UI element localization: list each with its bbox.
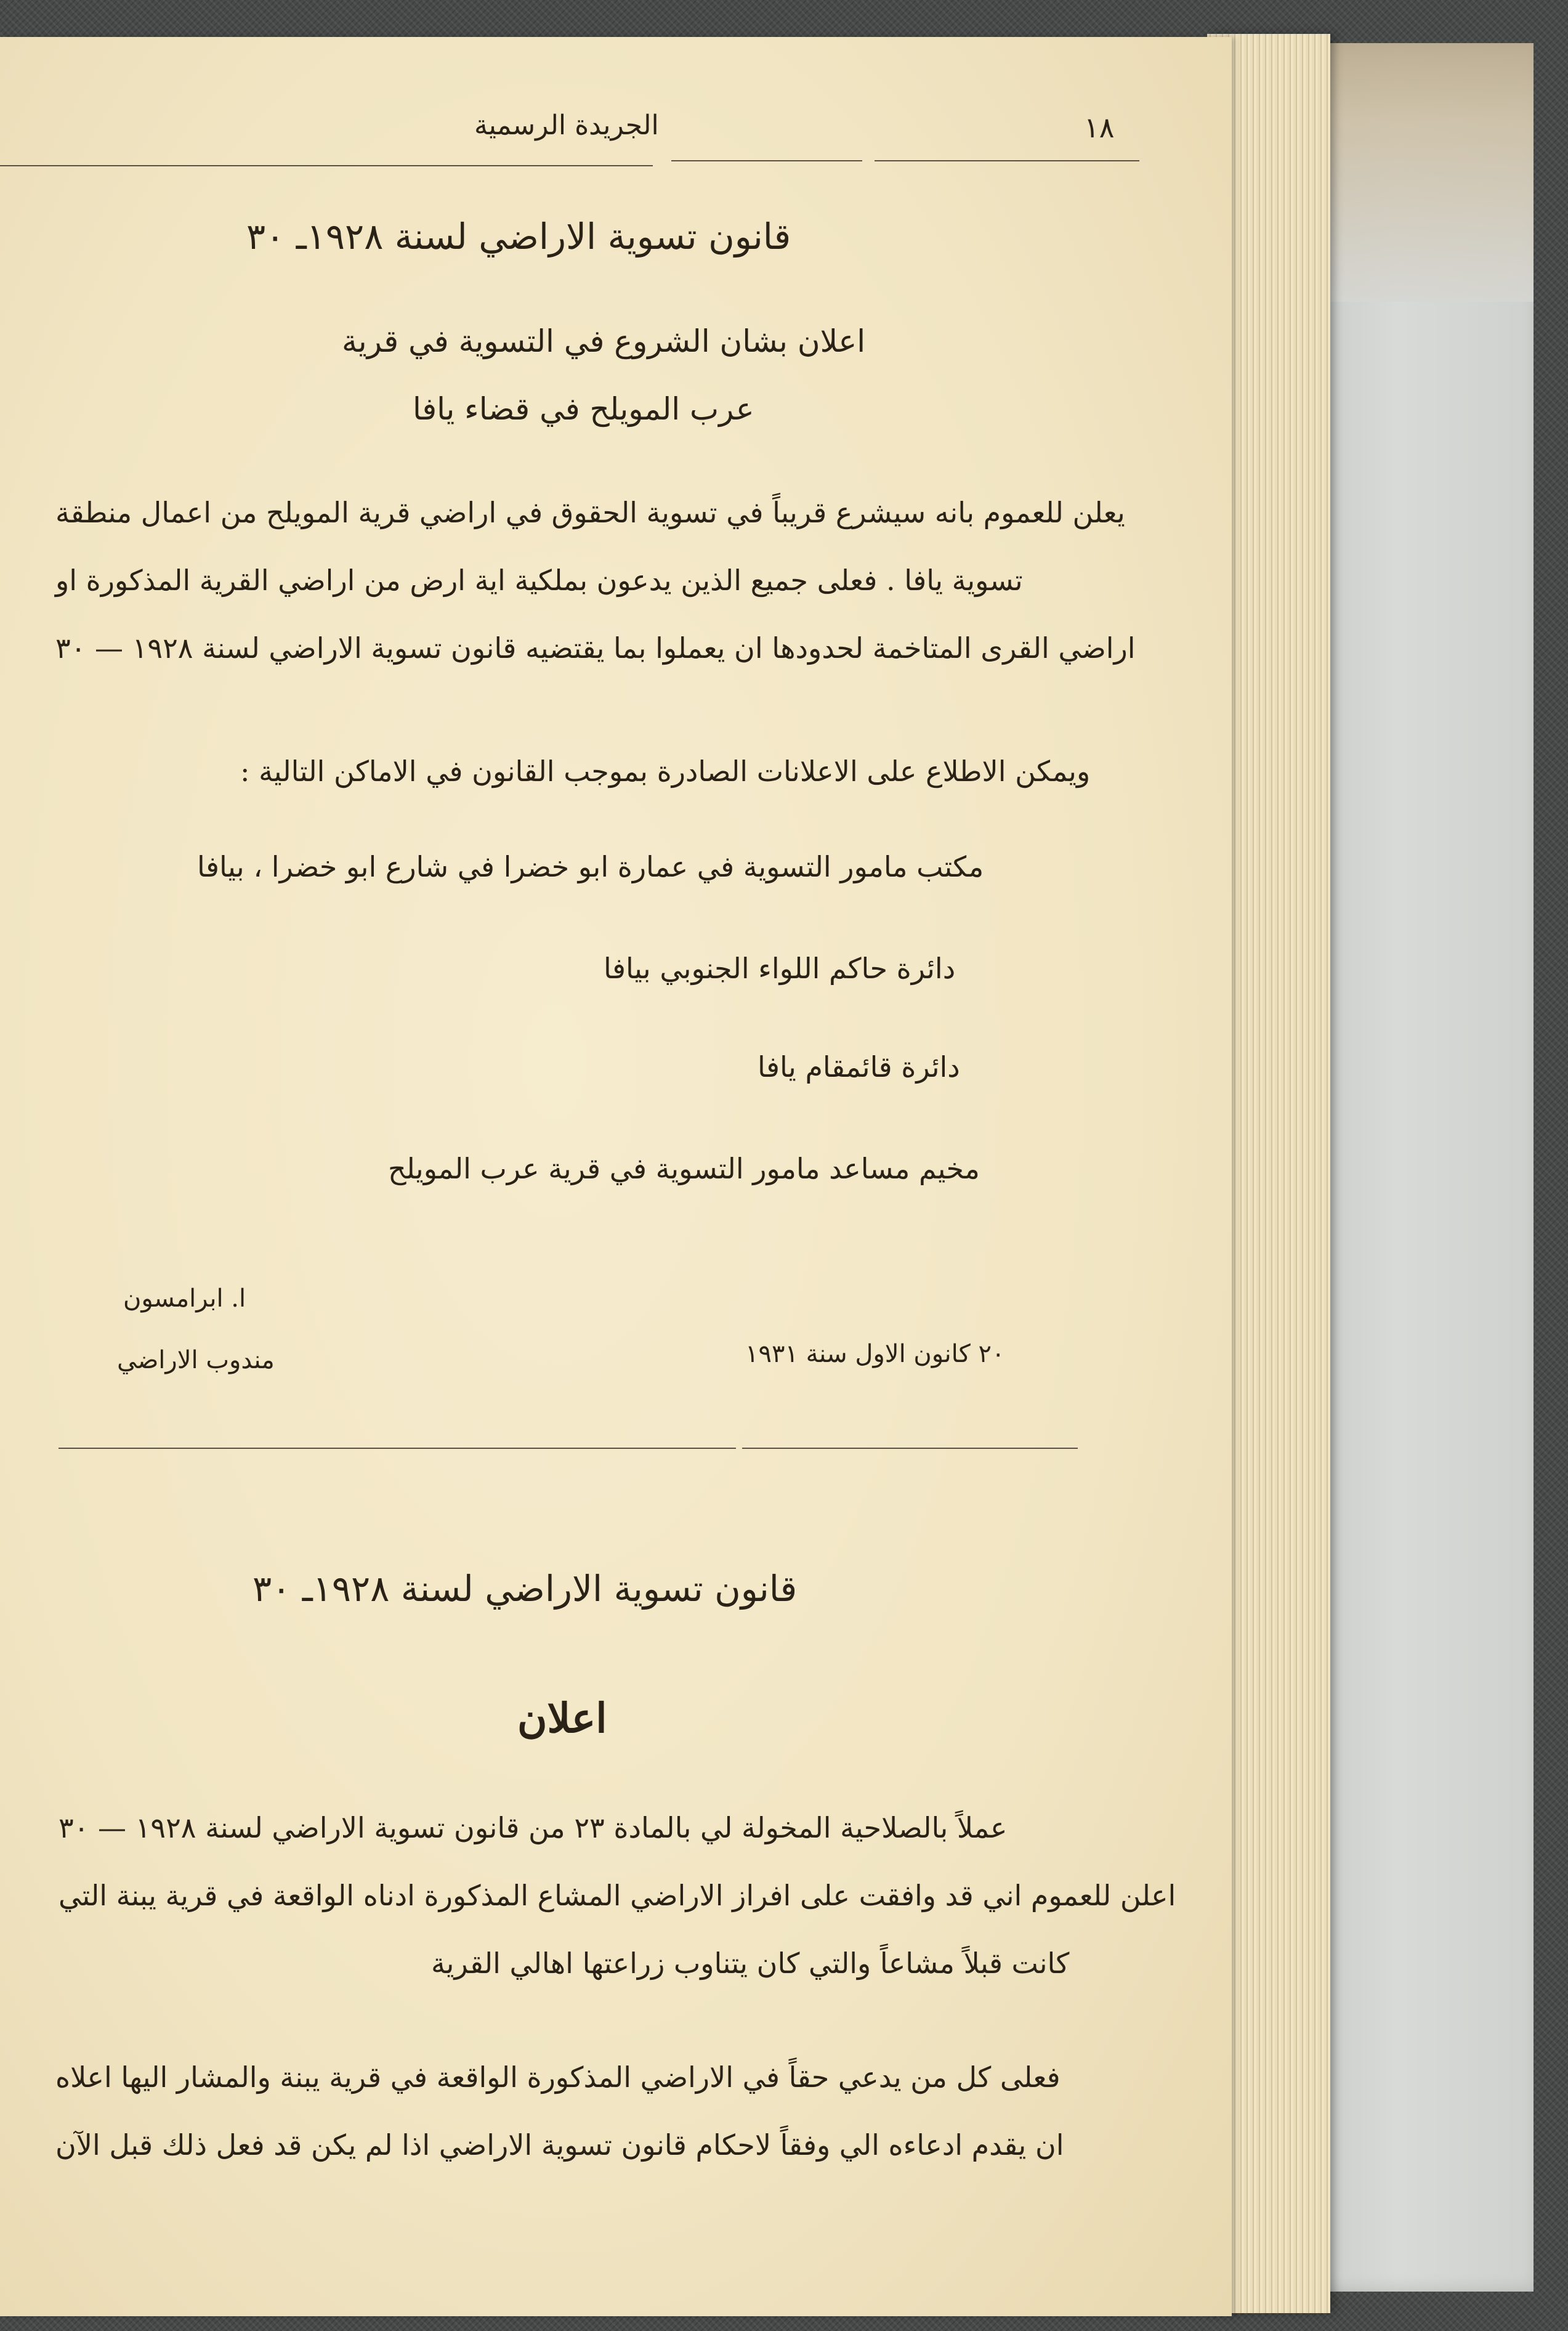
notice1-places-intro: ويمكن الاطلاع على الاعلانات الصادرة بموجب القانون في الاماكن التالية :: [240, 755, 1091, 788]
notice1-subtitle-1: اعلان بشان الشروع في التسوية في قرية: [342, 323, 866, 359]
notice2-para1-line-1: عملاً بالصلاحية المخولة لي بالمادة ٢٣ من قانون تسوية الاراضي لسنة ١٩٢٨ — ٣٠: [59, 1811, 1008, 1844]
notice1-body-line-1: يعلن للعموم بانه سيشرع قريباً في تسوية الحقوق في اراضي قرية المويلح من اعمال منطقة: [55, 496, 1125, 529]
notice2-para2-line-2: ان يقدم ادعاءه الي وفقاً لاحكام قانون تسوية الاراضي اذا لم يكن قد فعل ذلك قبل الآن: [55, 2128, 1064, 2162]
notice1-body-line-3: اراضي القرى المتاخمة لحدودها ان يعملوا بما يقتضيه قانون تسوية الاراضي لسنة ١٩٢٨ — ٣٠: [55, 631, 1136, 665]
gazette-page: [0, 37, 1232, 2316]
notice1-place-2: دائرة حاكم اللواء الجنوبي بيافا: [604, 952, 956, 985]
notice1-place-3: دائرة قائمقام يافا: [758, 1050, 960, 1084]
notice1-place-4: مخيم مساعد مامور التسوية في قرية عرب المويلح: [388, 1152, 980, 1185]
notice2-law-title: قانون تسوية الاراضي لسنة ١٩٢٨ـ ٣٠: [253, 1568, 798, 1610]
header-rule-left: [0, 165, 653, 166]
notice1-place-1: مكتب مامور التسوية في عمارة ابو خضرا في شارع ابو خضرا ، بيافا: [197, 850, 984, 883]
notice1-date: ٢٠ كانون الاول سنة ١٩٣١: [745, 1340, 1005, 1368]
header-rule-middle: [671, 160, 862, 161]
notice1-body-line-2: تسوية يافا . فعلى جميع الذين يدعون بملكية اية ارض من اراضي القرية المذكورة او: [55, 564, 1023, 597]
notice2-announcement-heading: اعلان: [517, 1694, 607, 1742]
endpaper: [1306, 43, 1534, 2292]
notice2-para1-line-3: كانت قبلاً مشاعاً والتي كان يتناوب زراعتها اهالي القرية: [431, 1947, 1070, 1980]
notice1-signer-title: مندوب الاراضي: [117, 1346, 275, 1374]
page-number: ١٨: [1084, 111, 1115, 144]
notice1-subtitle-2: عرب المويلح في قضاء يافا: [413, 391, 754, 427]
notice-divider-left: [59, 1448, 736, 1449]
endpaper-stain: [1306, 43, 1534, 302]
notice2-para1-line-2: اعلن للعموم اني قد وافقت على افراز الاراضي المشاع المذكورة ادناه الواقعة في قرية يبنة التي: [59, 1879, 1176, 1912]
notice1-law-title: قانون تسوية الاراضي لسنة ١٩٢٨ـ ٣٠: [246, 216, 791, 257]
notice-divider-right: [742, 1448, 1078, 1449]
notice1-signer-name: ا. ابرامسون: [123, 1284, 246, 1313]
gazette-title: الجريدة الرسمية: [474, 110, 659, 141]
header-rule-right: [875, 160, 1139, 161]
notice2-para2-line-1: فعلى كل من يدعي حقاً في الاراضي المذكورة الواقعة في قرية يبنة والمشار اليها اعلاه: [55, 2061, 1061, 2094]
